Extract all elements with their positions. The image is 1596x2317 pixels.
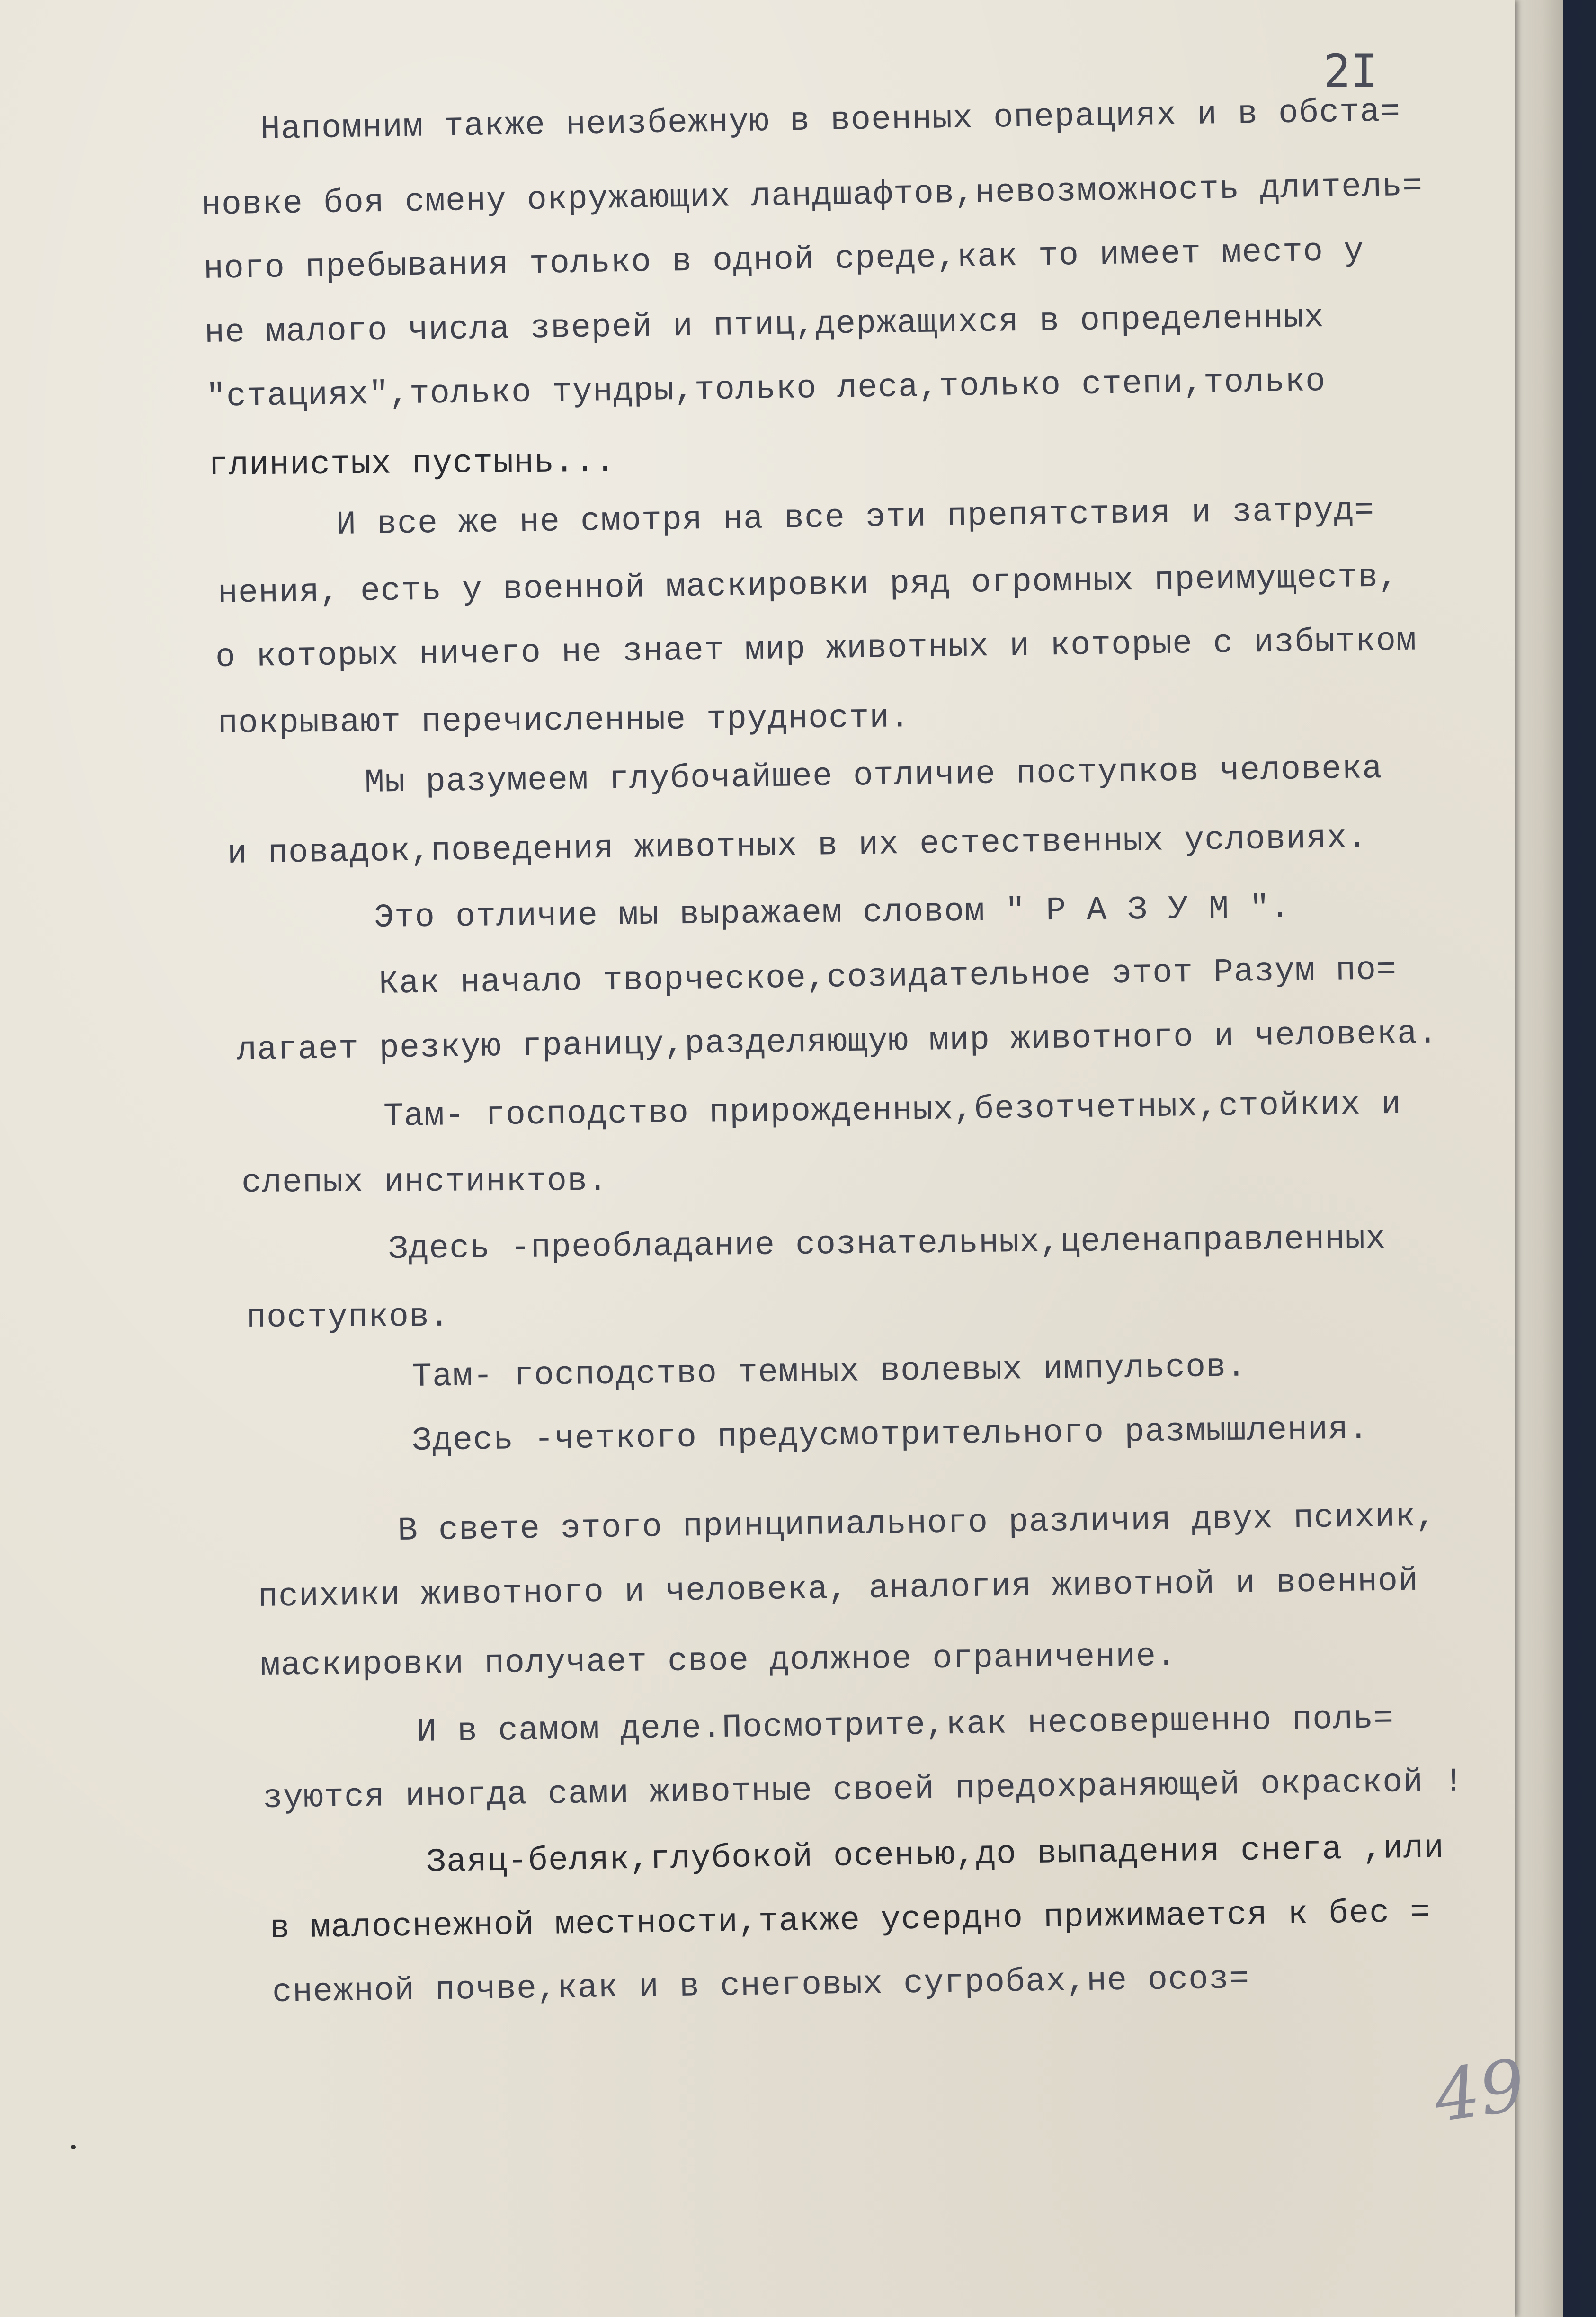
text-line: о которых ничего не знает мир животных и которые с избытком: [215, 622, 1417, 677]
text-line: не малого числа зверей и птиц,держащихся в определенных: [204, 299, 1325, 352]
text-line: Здесь -четкого предусмотрительного размышления.: [411, 1411, 1369, 1460]
text-line: Напомним также неизбежную в военных операциях и в обста=: [260, 93, 1401, 149]
text-line: в малоснежной местности,также усердно прижимается к бес =: [269, 1894, 1431, 1948]
text-line: И в самом деле.Посмотрите,как несовершенно поль=: [416, 1700, 1394, 1751]
ink-dot: [71, 2145, 76, 2149]
text-line: Заяц-беляк,глубокой осенью,до выпадения снега ,или: [426, 1829, 1444, 1881]
text-line: и повадок,поведения животных в их естественных условиях.: [227, 820, 1368, 873]
text-line: поступков.: [246, 1298, 450, 1337]
text-line: Как начало творческое,созидательное этот Разум по=: [378, 951, 1397, 1003]
text-line: зуются иногда сами животные своей предохраняющей окраской !: [262, 1763, 1464, 1818]
underlying-page-edge: [1510, 0, 1563, 2317]
text-line: В свете этого принципиального различия двух психик,: [397, 1498, 1436, 1550]
text-line: Там- господство темных волевых импульсов.: [411, 1348, 1247, 1396]
text-line: глинистых пустынь...: [208, 444, 616, 485]
text-line: Это отличие мы выражаем словом " Р А З У М ".: [374, 890, 1291, 937]
text-line: лагает резкую границу,разделяющую мир животного и человека.: [236, 1015, 1438, 1069]
text-line: психики животного и человека, аналогия животной и военной: [258, 1562, 1419, 1616]
text-line: ного пребывания только в одной среде,как то имеет место у: [203, 232, 1364, 288]
text-line: "стациях",только тундры,только леса,только степи,только: [205, 363, 1326, 416]
text-line: Там- господство прирожденных,безотчетных,стойких и: [383, 1086, 1402, 1136]
text-line: Мы разумеем глубочайшее отличие поступков человека: [364, 750, 1383, 802]
text-line: Здесь -преобладание сознательных,целенаправленных: [388, 1220, 1386, 1268]
text-line: покрывают перечисленные трудности.: [217, 699, 910, 743]
text-line: новке боя смену окружающих ландшафтов,невозможность длитель=: [201, 168, 1423, 224]
text-line: И все же не смотря на все эти препятствия и затруд=: [336, 492, 1375, 544]
text-line: слепых инстинктов.: [241, 1162, 608, 1202]
page-number: 2I: [1323, 45, 1378, 98]
text-line: снежной почве,как и в снеговых сугробах,не осоз=: [272, 1961, 1250, 2012]
text-line: маскировки получает свое должное ограничение.: [260, 1638, 1177, 1685]
text-line: нения, есть у военной маскировки ряд огромных преимуществ,: [217, 559, 1399, 613]
archive-folio-number: 49: [1429, 2044, 1531, 2139]
